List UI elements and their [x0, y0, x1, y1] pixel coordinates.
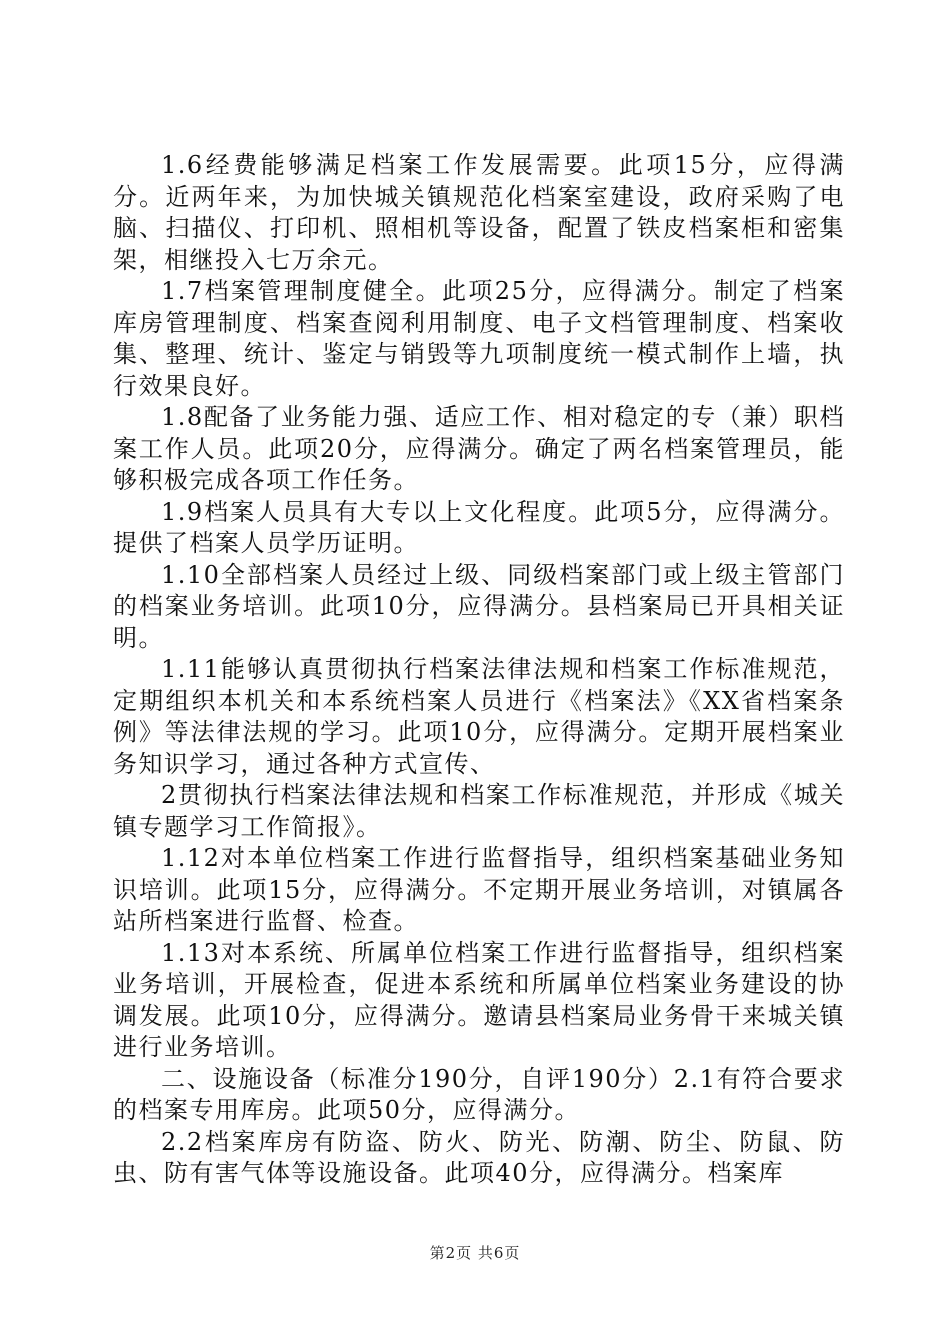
page-number-footer: 第2页 共6页 — [429, 1244, 521, 1262]
paragraph-1-10: 1.10全部档案人员经过上级、同级档案部门或上级主管部门的档案业务培训。此项10分，应得满分。县档案局已开具相关证明。 — [113, 560, 845, 652]
paragraph-1-9: 1.9档案人员具有大专以上文化程度。此项5分，应得满分。提供了档案人员学历证明。 — [113, 497, 845, 557]
paragraph-1-7: 1.7档案管理制度健全。此项25分，应得满分。制定了档案库房管理制度、档案查阅利用制度、电子文档管理制度、档案收集、整理、统计、鉴定与销毁等九项制度统一模式制作上墙，执行效果良好。 — [113, 277, 845, 400]
paragraph-1-8: 1.8配备了业务能力强、适应工作、相对稳定的专（兼）职档案工作人员。此项20分，应得满分。确定了两名档案管理员，能够积极完成各项工作任务。 — [113, 403, 845, 494]
paragraph-section-2: 二、设施设备（标准分190分，自评190分）2.1有符合要求的档案专用库房。此项50分，应得满分。 — [113, 1064, 845, 1124]
paragraph-2-continuation: 2贯彻执行档案法律法规和档案工作标准规范，并形成《城关镇专题学习工作简报》。 — [113, 781, 845, 841]
paragraph-1-12: 1.12对本单位档案工作进行监督指导，组织档案基础业务知识培训。此项15分，应得满分。不定期开展业务培训，对镇属各站所档案进行监督、检查。 — [113, 844, 845, 935]
paragraph-1-13: 1.13对本系统、所属单位档案工作进行监督指导，组织档案业务培训，开展检查，促进本系统和所属单位档案业务建设的协调发展。此项10分，应得满分。邀请县档案局业务骨干来城关镇进行业务培训。 — [113, 938, 845, 1061]
paragraph-2-2: 2.2档案库房有防盗、防火、防光、防潮、防尘、防鼠、防虫、防有害气体等设施设备。此项40分，应得满分。档案库 — [113, 1127, 845, 1187]
document-body — [113, 150, 845, 1190]
paragraph-1-6: 1.6经费能够满足档案工作发展需要。此项15分，应得满分。近两年来，为加快城关镇规范化档案室建设，政府采购了电脑、扫描仪、打印机、照相机等设备，配置了铁皮档案柜和密集架，相继投入七万余元。 — [113, 151, 845, 274]
paragraph-1-11: 1.11能够认真贯彻执行档案法律法规和档案工作标准规范，定期组织本机关和本系统档案人员进行《档案法》《XX省档案条例》等法律法规的学习。此项10分，应得满分。定期开展档案业务知识学习，通过各种方式宣传、 — [113, 655, 845, 778]
